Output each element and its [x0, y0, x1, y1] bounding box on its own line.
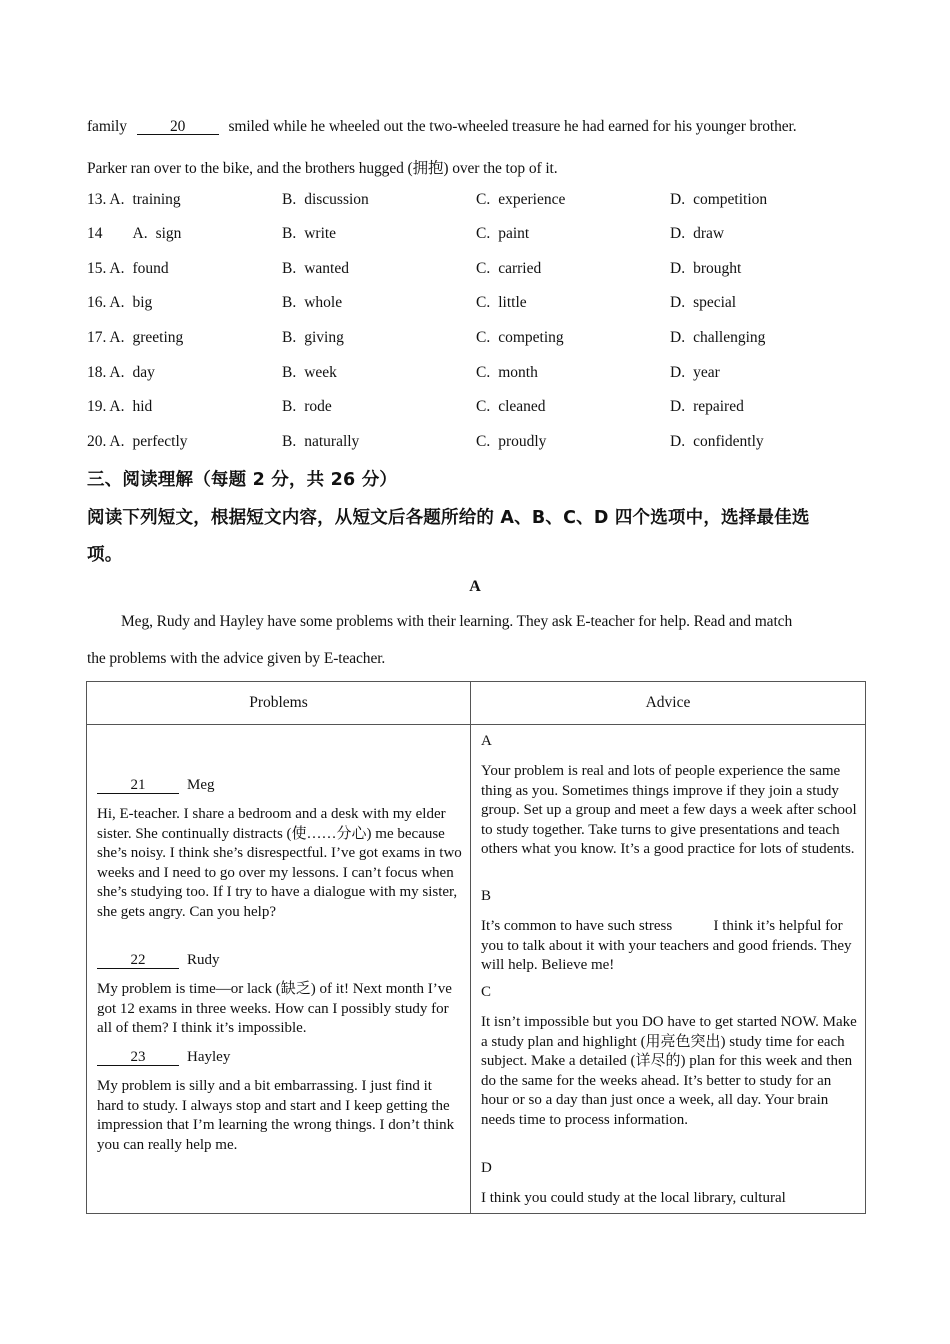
option-label: B.: [282, 398, 297, 415]
option-c: paint: [498, 225, 530, 242]
option-label: B.: [282, 364, 297, 381]
option-b: rode: [304, 398, 332, 415]
question-18: [87, 364, 867, 384]
option-label: D.: [670, 260, 686, 277]
table-header-row: [87, 682, 866, 725]
passage-text: family: [87, 118, 127, 135]
question-15: [87, 260, 867, 280]
option-label: B.: [282, 225, 297, 242]
table-body-row: [87, 725, 866, 1214]
option-label: C.: [476, 260, 491, 277]
option-label: D.: [670, 294, 686, 311]
option-c: month: [498, 364, 538, 381]
problem-header-hayley: [97, 1049, 230, 1066]
option-a: training: [132, 191, 181, 208]
problem-header-rudy: [97, 952, 220, 969]
option-d: year: [693, 364, 720, 381]
question-13: [87, 191, 867, 211]
option-b: wanted: [304, 260, 349, 277]
advice-letter-b: B: [481, 888, 492, 904]
section-instruction-line-2: 项。: [87, 545, 123, 565]
option-b: whole: [304, 294, 343, 311]
option-label: B.: [282, 191, 297, 208]
option-label: D.: [670, 191, 686, 208]
question-number: 18. A.: [87, 364, 125, 381]
problems-cell: [87, 725, 471, 1214]
answer-blank-22: 22: [97, 953, 179, 969]
question-16: [87, 294, 867, 314]
option-label: C.: [476, 225, 491, 242]
question-number: 17. A.: [87, 329, 125, 346]
option-d: repaired: [693, 398, 744, 415]
option-a: day: [132, 364, 155, 381]
problems-advice-table: [86, 681, 866, 1214]
option-label: D.: [670, 433, 686, 450]
option-d: competition: [693, 191, 768, 208]
problem-name: Rudy: [187, 952, 220, 968]
problem-name: Meg: [187, 777, 215, 793]
option-b: discussion: [304, 191, 369, 208]
problem-text-hayley: My problem is silly and a bit embarrassing. I just find it hard to study. I always stop and start and I keep getting the impression that I’m learning the wrong things. I don’t think you can really help me.: [97, 1078, 455, 1153]
question-number: 20. A.: [87, 433, 125, 450]
option-c: carried: [498, 260, 542, 277]
section-heading: 三、阅读理解（每题 2 分，共 26 分）: [87, 470, 398, 490]
intro-line-1: Meg, Rudy and Hayley have some problems with their learning. They ask E-teacher for help. Read and match: [121, 613, 793, 630]
question-20: [87, 433, 867, 453]
question-19: [87, 398, 867, 418]
passage-title: A: [469, 578, 481, 595]
option-label: B.: [282, 260, 297, 277]
problem-text-meg: Hi, E-teacher. I share a bedroom and a desk with my elder sister. She continually distracts (使……分心) me because she’s noisy. I think she’s disrespectful. I’ve got exams in two weeks and I need to go over my lessons. I can’t focus when she’s studying too. If I try to have a dialogue with my sister, she gets angry. Can you help?: [97, 806, 462, 920]
advice-letter-d: D: [481, 1160, 492, 1176]
option-c: proudly: [498, 433, 547, 450]
advice-letter-a: A: [481, 733, 492, 749]
option-d: special: [693, 294, 737, 311]
option-b: giving: [304, 329, 344, 346]
option-d: confidently: [693, 433, 764, 450]
option-b: week: [304, 364, 337, 381]
option-a: hid: [132, 398, 153, 415]
advice-cell: [471, 725, 866, 1214]
option-a: sign: [155, 225, 182, 242]
advice-text-c: It isn’t impossible but you DO have to get started NOW. Make a study plan and highlight (用亮色突出) study time for each subject. Make a detailed (详尽的) plan for this week and then do the same for the weeks ahead. It’s better to study for an hour or so a day than just once a week, all day. Your brain needs time to process information.: [481, 1014, 857, 1128]
option-d: draw: [693, 225, 725, 242]
option-c: little: [498, 294, 527, 311]
advice-letter-c: C: [481, 984, 492, 1000]
option-label: D.: [670, 225, 686, 242]
question-17: [87, 329, 867, 349]
option-label: A.: [132, 225, 148, 242]
intro-line-2: the problems with the advice given by E-teacher.: [87, 650, 386, 667]
section-instruction-line-1: 阅读下列短文，根据短文内容，从短文后各题所给的 A、B、C、D 四个选项中，选择最佳选: [87, 508, 810, 528]
problem-name: Hayley: [187, 1049, 231, 1065]
answer-blank-23: 23: [97, 1050, 179, 1066]
question-number: 16. A.: [87, 294, 125, 311]
option-d: brought: [693, 260, 742, 277]
passage-line-1: [87, 118, 797, 136]
option-label: C.: [476, 398, 491, 415]
problem-header-meg: [97, 777, 215, 794]
option-c: competing: [498, 329, 564, 346]
passage-line-2: Parker ran over to the bike, and the brothers hugged (拥抱) over the top of it.: [87, 160, 558, 177]
advice-text-a: Your problem is real and lots of people experience the same thing as you. Sometimes things improve if they join a study group. Set up a group and meet a few days a week after school to study together. Take turns to give presentations and teach others what you know. It’s a good practice for lots of students.: [481, 763, 857, 857]
option-a: big: [132, 294, 153, 311]
option-b: naturally: [304, 433, 360, 450]
option-c: experience: [498, 191, 566, 208]
question-number: 13. A.: [87, 191, 125, 208]
answer-blank-21: 21: [97, 778, 179, 794]
answer-blank-20: 20: [137, 119, 219, 135]
option-label: C.: [476, 433, 491, 450]
option-label: B.: [282, 294, 297, 311]
advice-text-b: It’s common to have such stress I think it’s helpful for you to talk about it with your teachers and good friends. They will help. Believe me!: [481, 918, 856, 973]
question-number: 19. A.: [87, 398, 125, 415]
option-label: B.: [282, 433, 297, 450]
option-c: cleaned: [498, 398, 546, 415]
question-14: [87, 225, 867, 245]
option-label: B.: [282, 329, 297, 346]
option-a: found: [132, 260, 169, 277]
option-b: write: [304, 225, 337, 242]
option-label: D.: [670, 398, 686, 415]
header-advice: Advice: [471, 682, 866, 725]
advice-text-d: I think you could study at the local library, cultural: [481, 1190, 786, 1206]
option-label: D.: [670, 364, 686, 381]
option-label: C.: [476, 329, 491, 346]
header-problems: Problems: [87, 682, 471, 725]
problem-text-rudy: My problem is time—or lack (缺乏) of it! Next month I’ve got 12 exams in three weeks. How can I possibly study for all of them? I think it’s impossible.: [97, 981, 452, 1036]
option-label: C.: [476, 364, 491, 381]
option-label: D.: [670, 329, 686, 346]
question-number: 15. A.: [87, 260, 125, 277]
question-number: 14: [87, 225, 103, 242]
option-label: C.: [476, 294, 491, 311]
option-label: C.: [476, 191, 491, 208]
passage-text: smiled while he wheeled out the two-wheeled treasure he had earned for his younger brother.: [228, 118, 797, 135]
option-a: perfectly: [132, 433, 188, 450]
option-a: greeting: [132, 329, 184, 346]
option-d: challenging: [693, 329, 766, 346]
